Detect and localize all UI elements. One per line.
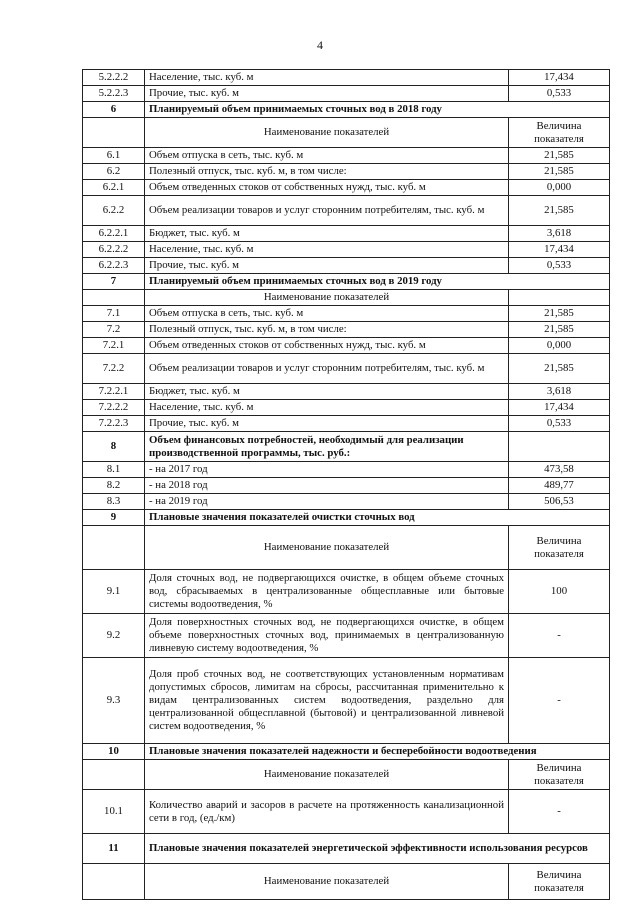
header-number-cell: [83, 290, 145, 306]
row-number: 5.2.2.3: [83, 86, 145, 102]
row-indicator-value: 21,585: [509, 148, 610, 164]
row-number: 6.2: [83, 164, 145, 180]
row-indicator-name: Прочие, тыс. куб. м: [145, 416, 509, 432]
row-number: 8.2: [83, 478, 145, 494]
row-indicator-name: Население, тыс. куб. м: [145, 242, 509, 258]
table-row: [83, 70, 610, 86]
row-indicator-name: Объем отведенных стоков от собственных нужд, тыс. куб. м: [145, 338, 509, 354]
row-number: 9.3: [83, 658, 145, 744]
header-indicator-name: Наименование показателей: [145, 526, 509, 570]
row-indicator-name: Доля проб сточных вод, не соответствующих установленным нормативам допустимых сбросов, лимитам на сбросы, рассчитанная применительно к видам централизованных систем водоотведения, раздельно для централизованной общесплавной (бытовой) и централизованной ливневой систем водоотведения, %: [145, 658, 509, 744]
row-indicator-name: Полезный отпуск, тыс. куб. м, в том числе:: [145, 322, 509, 338]
row-number: 7.2.2.2: [83, 400, 145, 416]
row-indicator-value: 21,585: [509, 164, 610, 180]
table-row: [83, 86, 610, 102]
column-header-row: [83, 290, 610, 306]
table-row: [83, 570, 610, 614]
section-title: Планируемый объем принимаемых сточных вод в 2018 году: [145, 102, 610, 118]
section-row: [83, 274, 610, 290]
row-number: 6.2.2: [83, 196, 145, 226]
row-indicator-name: Количество аварий и засоров в расчете на протяженность канализационной сети в год, (ед./км): [145, 790, 509, 834]
row-number: 8.3: [83, 494, 145, 510]
table-row: [83, 148, 610, 164]
header-indicator-value: Величина показателя: [509, 864, 610, 900]
table-row: [83, 494, 610, 510]
column-header-row: [83, 118, 610, 148]
page-number: 4: [317, 38, 323, 52]
header-indicator-name: Наименование показателей: [145, 760, 509, 790]
row-number: 7.2.2.3: [83, 416, 145, 432]
section-row: [83, 102, 610, 118]
row-indicator-name: - на 2017 год: [145, 462, 509, 478]
header-indicator-value: Величина показателя: [509, 526, 610, 570]
row-indicator-value: 489,77: [509, 478, 610, 494]
row-indicator-name: Доля поверхностных сточных вод, не подвергающихся очистке, в общем объеме поверхностных сточных вод, принимаемых в централизованную ливневую систему водоотведения, %: [145, 614, 509, 658]
row-indicator-value: 21,585: [509, 354, 610, 384]
section-title: Плановые значения показателей очистки сточных вод: [145, 510, 610, 526]
section-number: 9: [83, 510, 145, 526]
table-row: [83, 180, 610, 196]
row-number: 6.1: [83, 148, 145, 164]
row-indicator-name: Объем реализации товаров и услуг сторонним потребителям, тыс. куб. м: [145, 354, 509, 384]
row-indicator-name: Бюджет, тыс. куб. м: [145, 384, 509, 400]
header-number-cell: [83, 118, 145, 148]
row-number: 7.2: [83, 322, 145, 338]
row-indicator-value: 21,585: [509, 196, 610, 226]
row-indicator-value: 473,58: [509, 462, 610, 478]
row-indicator-name: Население, тыс. куб. м: [145, 70, 509, 86]
row-number: 6.2.1: [83, 180, 145, 196]
table-row: [83, 164, 610, 180]
table-row: [83, 306, 610, 322]
table-row: [83, 338, 610, 354]
header-indicator-name: Наименование показателей: [145, 118, 509, 148]
row-indicator-value: 0,533: [509, 258, 610, 274]
row-indicator-value: 21,585: [509, 322, 610, 338]
header-indicator-name: Наименование показателей: [145, 864, 509, 900]
row-indicator-value: 0,533: [509, 416, 610, 432]
section-title: Объем финансовых потребностей, необходимый для реализации производственной программы, тыс. руб.:: [145, 432, 509, 462]
row-number: 6.2.2.2: [83, 242, 145, 258]
indicators-table: [82, 69, 610, 900]
row-indicator-name: Доля сточных вод, не подвергающихся очистке, в общем объеме сточных вод, сбрасываемых в централизованные общесплавные или бытовые системы водоотведения, %: [145, 570, 509, 614]
section-row: [83, 432, 610, 462]
row-indicator-value: 17,434: [509, 242, 610, 258]
row-indicator-value: -: [509, 790, 610, 834]
table-row: [83, 196, 610, 226]
row-indicator-name: - на 2018 год: [145, 478, 509, 494]
header-indicator-value: [509, 290, 610, 306]
row-number: 9.1: [83, 570, 145, 614]
row-indicator-value: 17,434: [509, 400, 610, 416]
table-row: [83, 790, 610, 834]
table-row: [83, 478, 610, 494]
row-indicator-name: Объем реализации товаров и услуг сторонним потребителям, тыс. куб. м: [145, 196, 509, 226]
section-number: 7: [83, 274, 145, 290]
row-indicator-value: 506,53: [509, 494, 610, 510]
section-title: Плановые значения показателей надежности и бесперебойности водоотведения: [145, 744, 610, 760]
section-value: [509, 432, 610, 462]
table-row: [83, 416, 610, 432]
row-number: 9.2: [83, 614, 145, 658]
table-row: [83, 242, 610, 258]
row-number: 7.2.2.1: [83, 384, 145, 400]
header-indicator-name: Наименование показателей: [145, 290, 509, 306]
row-number: 5.2.2.2: [83, 70, 145, 86]
row-indicator-value: 17,434: [509, 70, 610, 86]
row-indicator-value: 0,533: [509, 86, 610, 102]
row-number: 10.1: [83, 790, 145, 834]
section-number: 6: [83, 102, 145, 118]
section-row: [83, 744, 610, 760]
row-indicator-name: Полезный отпуск, тыс. куб. м, в том числе:: [145, 164, 509, 180]
header-indicator-value: Величина показателя: [509, 118, 610, 148]
row-number: 6.2.2.3: [83, 258, 145, 274]
header-indicator-value: Величина показателя: [509, 760, 610, 790]
row-indicator-value: 0,000: [509, 338, 610, 354]
column-header-row: [83, 526, 610, 570]
row-indicator-name: Объем отведенных стоков от собственных нужд, тыс. куб. м: [145, 180, 509, 196]
row-number: 8.1: [83, 462, 145, 478]
section-title: Плановые значения показателей энергетической эффективности использования ресурсов: [145, 834, 610, 864]
table-row: [83, 354, 610, 384]
row-indicator-value: 3,618: [509, 384, 610, 400]
row-number: 6.2.2.1: [83, 226, 145, 242]
row-indicator-value: 100: [509, 570, 610, 614]
header-number-cell: [83, 760, 145, 790]
indicators-table-body: [83, 70, 610, 900]
row-indicator-name: Бюджет, тыс. куб. м: [145, 226, 509, 242]
row-indicator-name: Прочие, тыс. куб. м: [145, 258, 509, 274]
header-number-cell: [83, 864, 145, 900]
column-header-row: [83, 760, 610, 790]
table-row: [83, 400, 610, 416]
row-number: 7.1: [83, 306, 145, 322]
section-row: [83, 834, 610, 864]
row-number: 7.2.1: [83, 338, 145, 354]
row-indicator-name: Объем отпуска в сеть, тыс. куб. м: [145, 306, 509, 322]
row-indicator-value: 0,000: [509, 180, 610, 196]
row-indicator-value: -: [509, 658, 610, 744]
table-row: [83, 658, 610, 744]
row-indicator-name: - на 2019 год: [145, 494, 509, 510]
row-number: 7.2.2: [83, 354, 145, 384]
row-indicator-value: -: [509, 614, 610, 658]
table-row: [83, 322, 610, 338]
table-row: [83, 462, 610, 478]
section-row: [83, 510, 610, 526]
section-number: 8: [83, 432, 145, 462]
table-row: [83, 384, 610, 400]
row-indicator-name: Прочие, тыс. куб. м: [145, 86, 509, 102]
row-indicator-value: 21,585: [509, 306, 610, 322]
row-indicator-name: Население, тыс. куб. м: [145, 400, 509, 416]
section-number: 11: [83, 834, 145, 864]
table-row: [83, 226, 610, 242]
section-title: Планируемый объем принимаемых сточных вод в 2019 году: [145, 274, 610, 290]
table-row: [83, 258, 610, 274]
header-number-cell: [83, 526, 145, 570]
column-header-row: [83, 864, 610, 900]
table-row: [83, 614, 610, 658]
row-indicator-value: 3,618: [509, 226, 610, 242]
row-indicator-name: Объем отпуска в сеть, тыс. куб. м: [145, 148, 509, 164]
section-number: 10: [83, 744, 145, 760]
